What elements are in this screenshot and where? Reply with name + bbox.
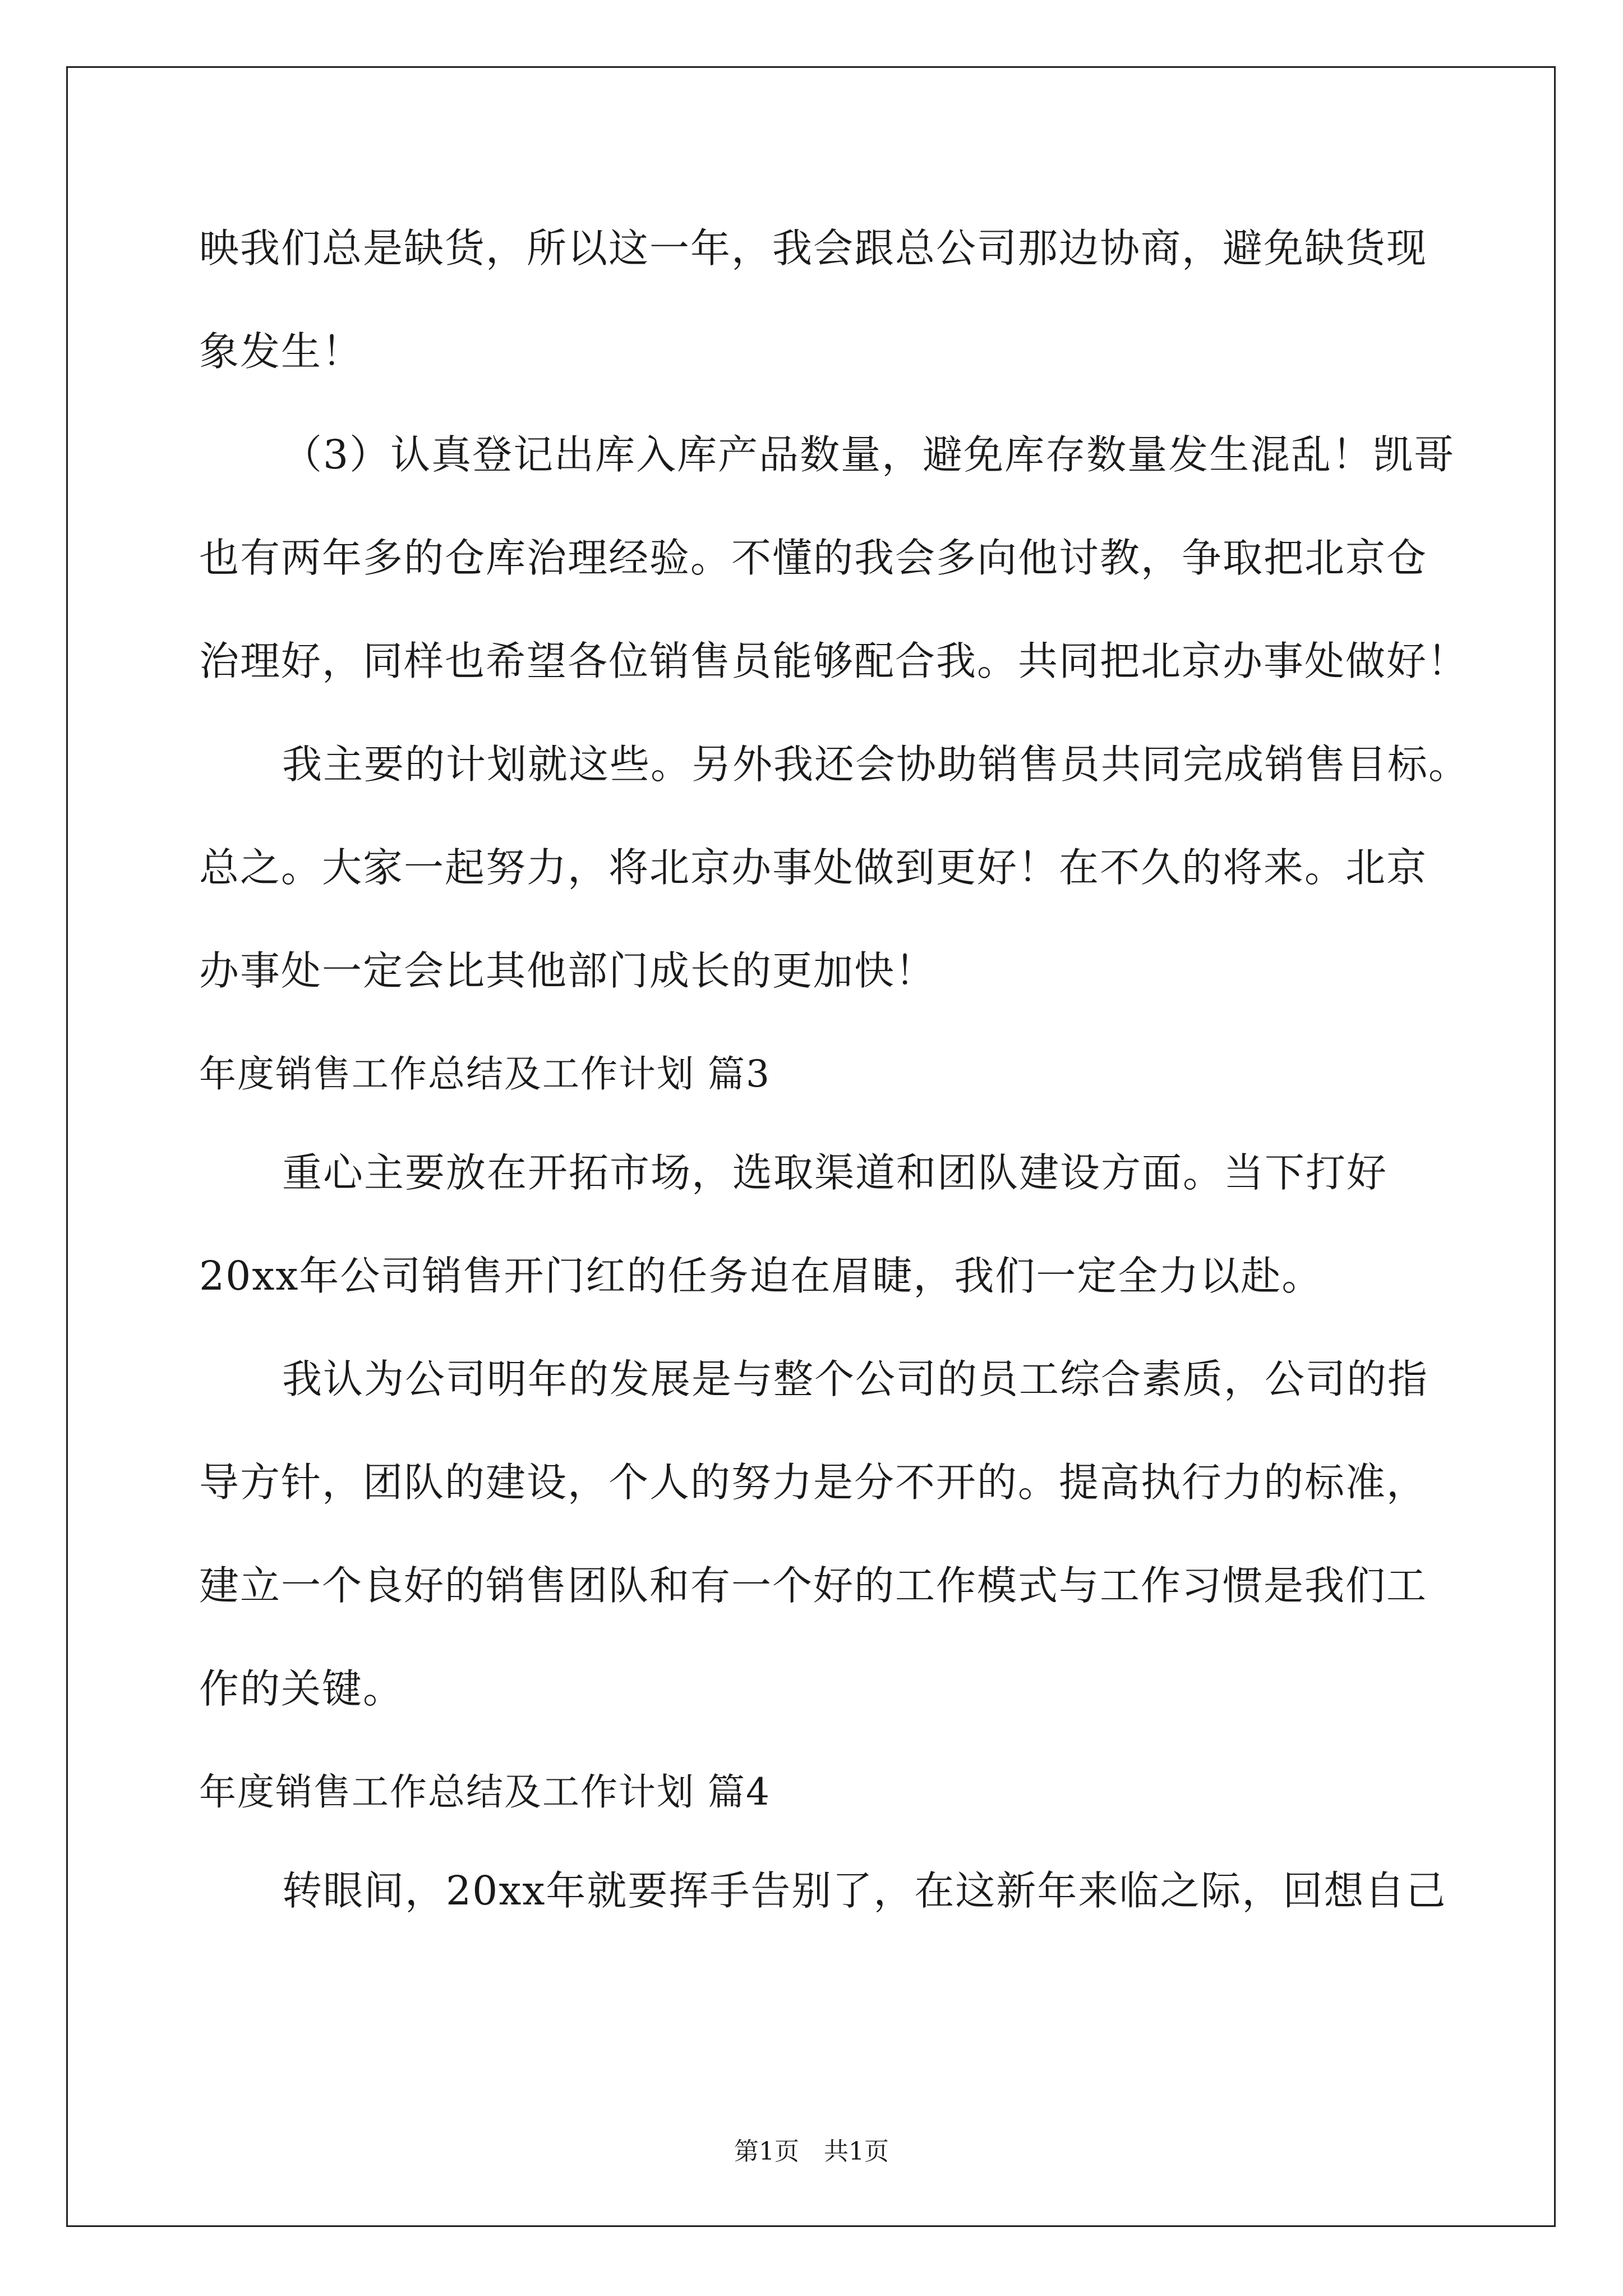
section-heading-4: 年度销售工作总结及工作计划 篇4 <box>199 1770 771 1814</box>
page-footer: 第1页 共1页 <box>734 2137 889 2166</box>
text-line-4: 也有两年多的仓库治理经验。不懂的我会多向他讨教，争取把北京仓 <box>199 535 1428 581</box>
text-line-10: 重心主要放在开拓市场，选取渠道和团队建设方面。当下打好 <box>282 1149 1388 1196</box>
text-line-11: 20xx年公司销售开门红的任务迫在眉睫，我们一定全力以赴。 <box>199 1253 1323 1299</box>
text-line-17: 转眼间，20xx年就要挥手告别了，在这新年来临之际，回想自己 <box>282 1867 1447 1914</box>
text-line-12: 我认为公司明年的发展是与整个公司的员工综合素质，公司的指 <box>282 1356 1429 1402</box>
text-line-2: 象发生！ <box>199 328 363 375</box>
section-heading-3: 年度销售工作总结及工作计划 篇3 <box>199 1052 771 1096</box>
text-line-1: 映我们总是缺货，所以这一年，我会跟总公司那边协商，避免缺货现 <box>199 225 1428 272</box>
text-line-6: 我主要的计划就这些。另外我还会协助销售员共同完成销售目标。 <box>282 741 1470 788</box>
text-line-7: 总之。大家一起努力，将北京办事处做到更好！在不久的将来。北京 <box>199 844 1428 891</box>
text-line-14: 建立一个良好的销售团队和有一个好的工作模式与工作习惯是我们工 <box>199 1562 1428 1609</box>
text-line-13: 导方针，团队的建设，个人的努力是分不开的。提高执行力的标准， <box>199 1459 1428 1506</box>
text-line-5: 治理好，同样也希望各位销售员能够配合我。共同把北京办事处做好！ <box>199 638 1469 684</box>
text-line-15: 作的关键。 <box>199 1665 404 1712</box>
document-body <box>199 218 1470 1963</box>
text-line-8: 办事处一定会比其他部门成长的更加快！ <box>199 947 937 994</box>
text-line-3: （3）认真登记出库入库产品数量，避免库存数量发生混乱！凯哥 <box>282 431 1455 478</box>
